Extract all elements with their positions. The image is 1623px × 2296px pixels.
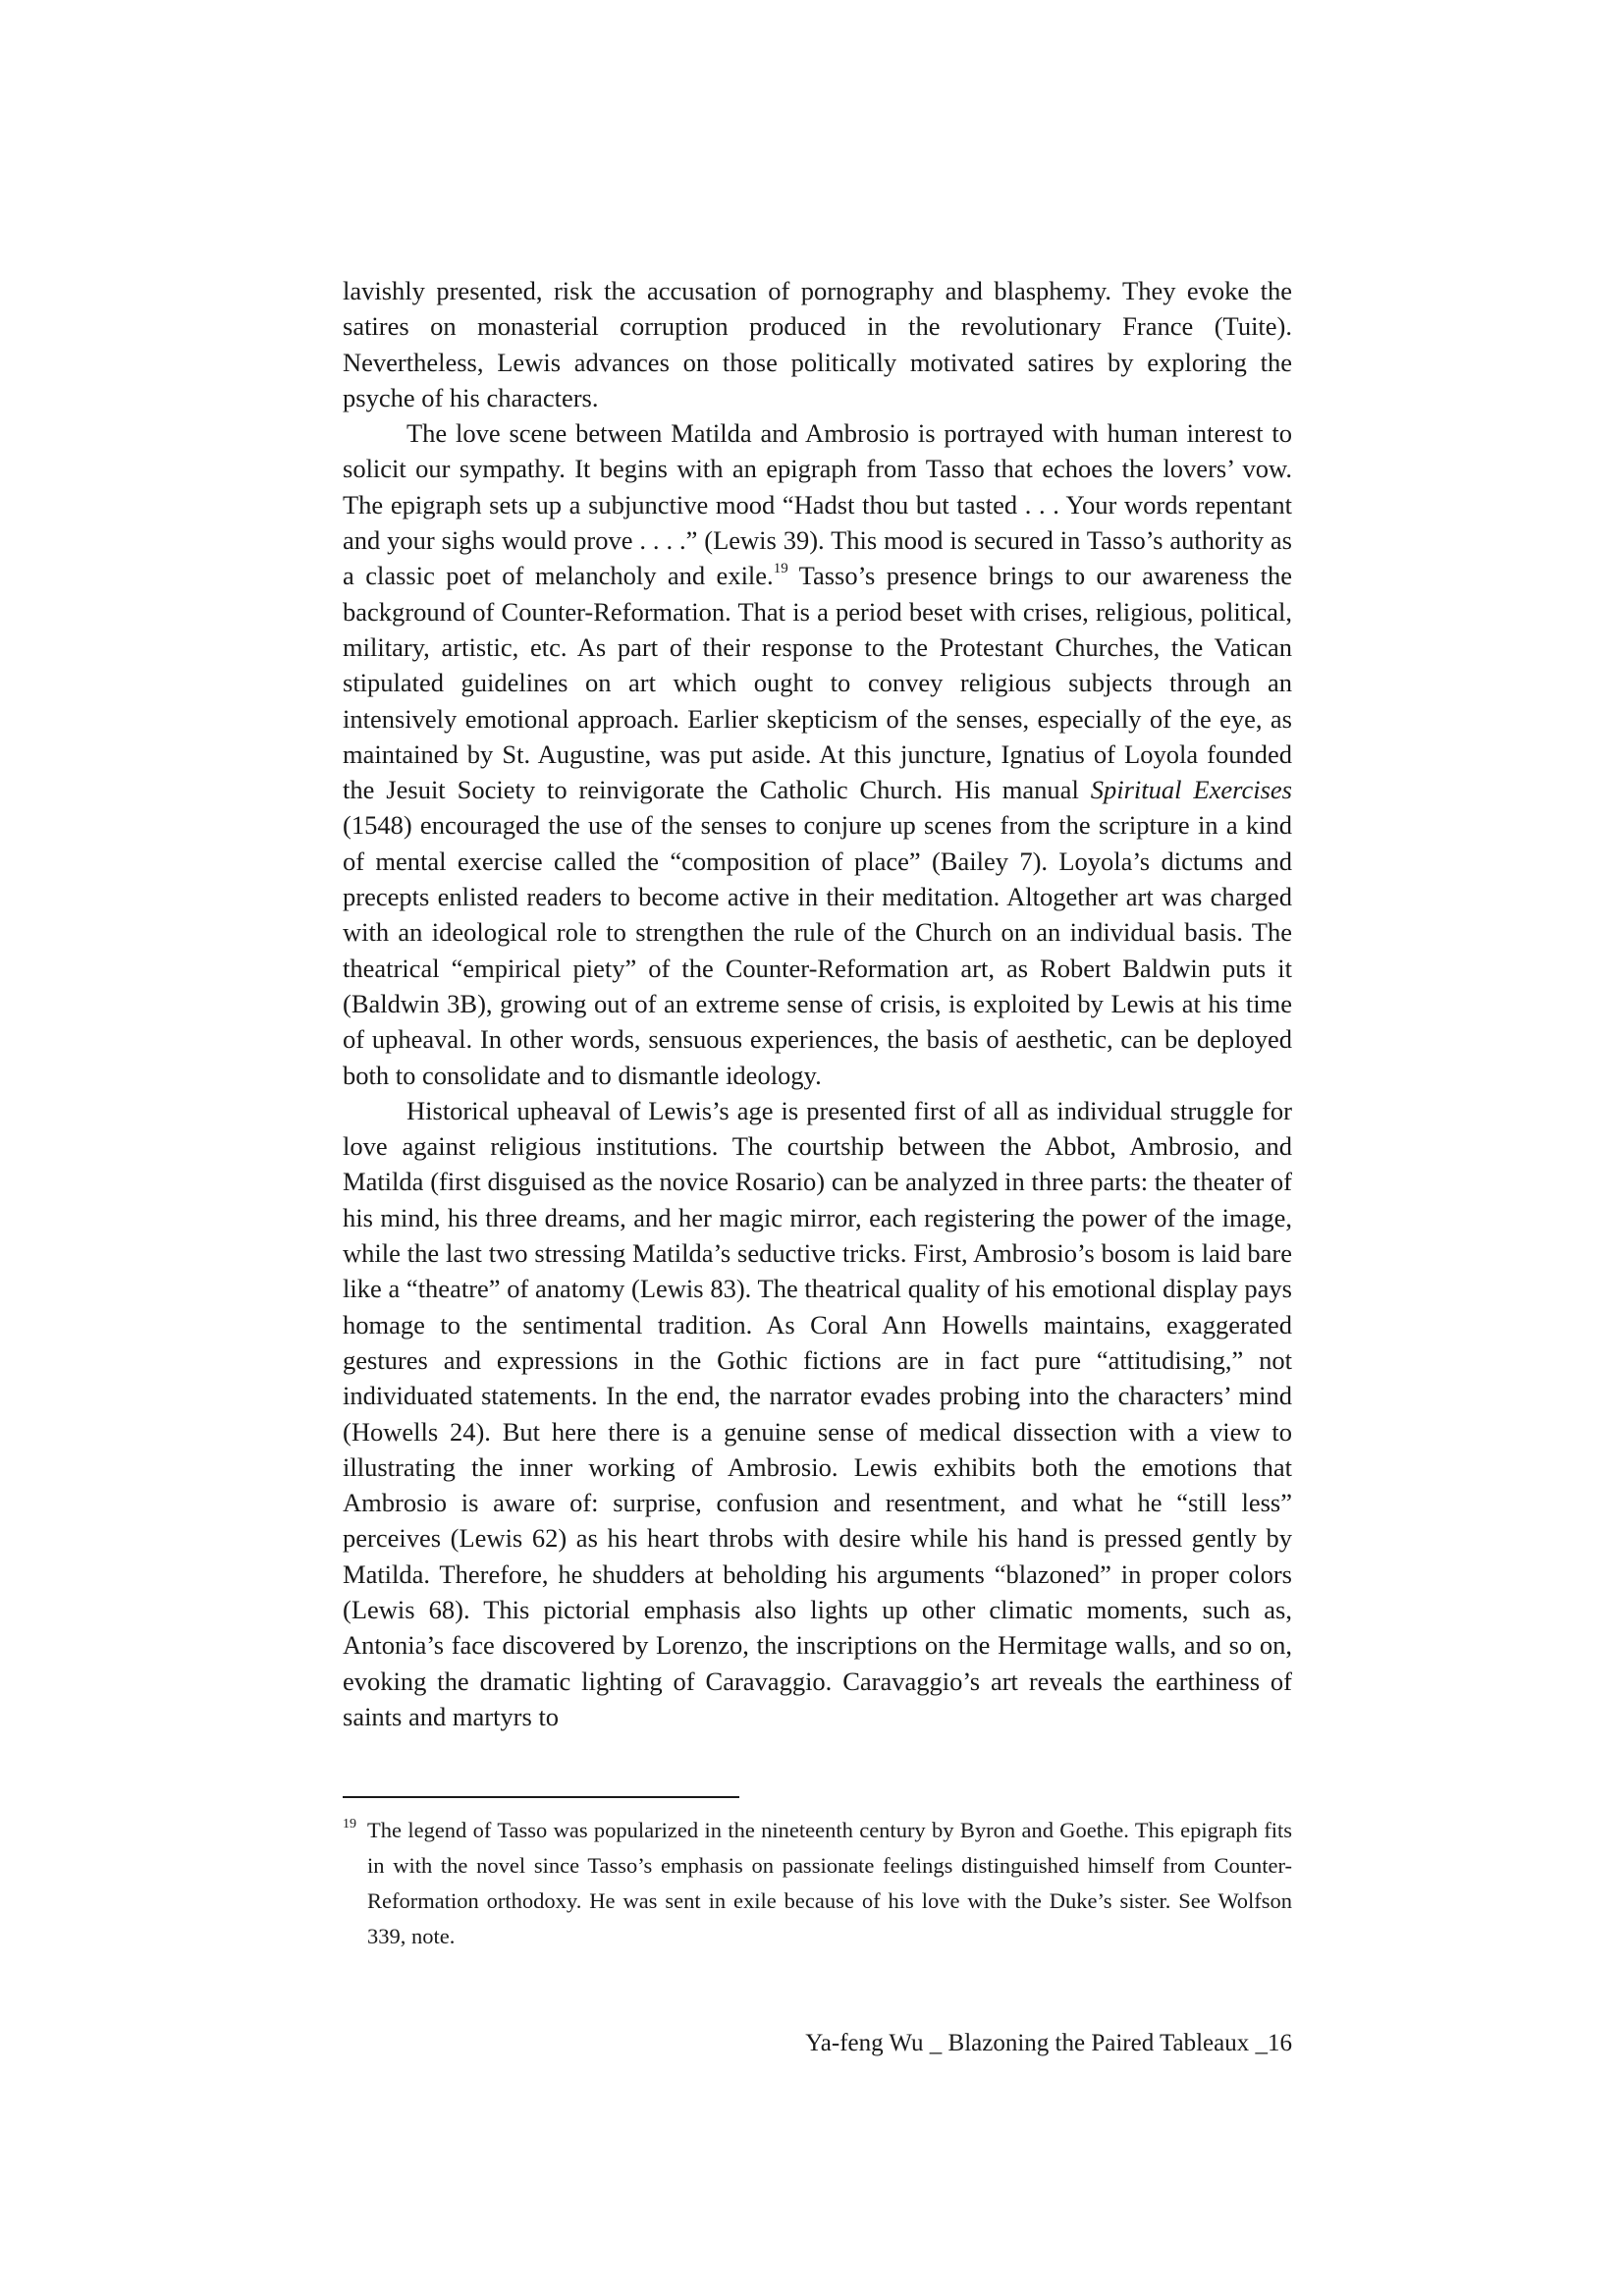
text-run: (1548) encouraged the use of the senses to conjure up scenes from the scripture in a kind of mental exercise called the “composition of place” (Bailey 7). Loyola’s dictums and precepts enlisted readers to become active in their meditation. Altogether art was charged with an ideological role to strengthen the rule of the Church on an individual basis. The theatrical “empirical piety” of the Counter-Reformation art, as Robert Baldwin puts it (Baldwin 3B), growing out of an extreme sense of crisis, is exploited by Lewis at his time of upheaval. In other words, sensuous experiences, the basis of aesthetic, can be deployed both to consolidate and to dismantle ideology.: [343, 810, 1292, 1090]
footnote-body: $^{19}$ The legend of Tasso was popularized in the nineteenth century by Byron and Goethe. This epigraph fits in with the novel since Tasso’s emphasis on passionate feelings distinguished himself from Counter-Reformation orthodoxy. He was sent in exile because of his love with the Duke’s sister. See Wolfson 339, note.: [343, 1817, 1292, 1948]
footnote-separator: [343, 1796, 739, 1798]
footnote-text: The legend of Tasso was popularized in the nineteenth century by Byron and Goethe. This epigraph fits in with the novel since Tasso’s emphasis on passionate feelings distinguished himself from Counter-Reformation orthodoxy. He was sent in exile because of his love with the Duke’s sister. See Wolfson 339, note.: [367, 1818, 1292, 1948]
text-run: Historical upheaval of Lewis’s age is presented first of all as individual struggle for love against religious institutions. The courtship between the Abbot, Ambrosio, and Matilda (first disguised as the novice Rosario) can be analyzed in three parts: the theater of his mind, his three dreams, and her magic mirror, each registering the power of the image, while the last two stressing Matilda’s seductive tricks. First, Ambrosio’s bosom is laid bare like a “theatre” of anatomy (Lewis 83). The theatrical quality of his emotional display pays homage to the sentimental tradition. As Coral Ann Howells maintains, exaggerated gestures and expressions in the Gothic fictions are in fact pure “attitudising,” not individuated statements. In the end, the narrator evades probing into the characters’ mind (Howells 24). But here there is a genuine sense of medical dissection with a view to illustrating the inner working of Ambrosio. Lewis exhibits both the emotions that Ambrosio is aware of: surprise, confusion and resentment, and what he “still less” perceives (Lewis 62) as his heart throbs with desire while his hand is pressed gently by Matilda. Therefore, he shudders at beholding his arguments “blazoned” in proper colors (Lewis 68). This pictorial emphasis also lights up other climatic moments, such as, Antonia’s face discovered by Lorenzo, the inscriptions on the Hermitage walls, and so on, evoking the dramatic lighting of Caravaggio. Caravaggio’s art reveals the earthiness of saints and martyrs to: [343, 1095, 1292, 1731]
text-run: lavishly presented, risk the accusation of pornography and blasphemy. They evoke the satires on monasterial corruption produced in the revolutionary France (Tuite). Nevertheless, Lewis advances on those politically motivated satires by exploring the psyche of his characters.: [343, 276, 1292, 412]
footnote: [343, 1813, 1292, 1954]
paragraph: [343, 415, 1292, 1093]
text-run: Tasso’s presence brings to our awareness the background of Counter-Reformation. That is a period beset with crises, religious, political, military, artistic, etc. As part of their response to the Protestant Churches, the Vatican stipulated guidelines on art which ought to convey religious subjects through an intensively emotional approach. Earlier skepticism of the senses, especially of the eye, as maintained by St. Augustine, was put aside. At this juncture, Ignatius of Loyola founded the Jesuit Society to reinvigorate the Catholic Church. His manual: [343, 561, 1292, 805]
paragraph: [343, 1093, 1292, 1734]
footnote-reference: 19: [773, 561, 788, 577]
running-footer: Ya-feng Wu _ Blazoning the Paired Tableaux _16: [805, 2030, 1292, 2056]
text-run: The love scene between Matilda and Ambrosio is portrayed with human interest to solicit our sympathy. It begins with an epigraph from Tasso that echoes the lovers’ vow. The epigraph sets up a subjunctive mood “Hadst thou but tasted . . . Your words repentant and your sighs would prove . . . .” (Lewis 39). This mood is secured in Tasso’s authority as a classic poet of melancholy and exile.: [343, 418, 1292, 591]
book-title: Spiritual Exercises: [1090, 775, 1292, 805]
paragraph: [343, 273, 1292, 415]
body-text: [343, 273, 1292, 1734]
